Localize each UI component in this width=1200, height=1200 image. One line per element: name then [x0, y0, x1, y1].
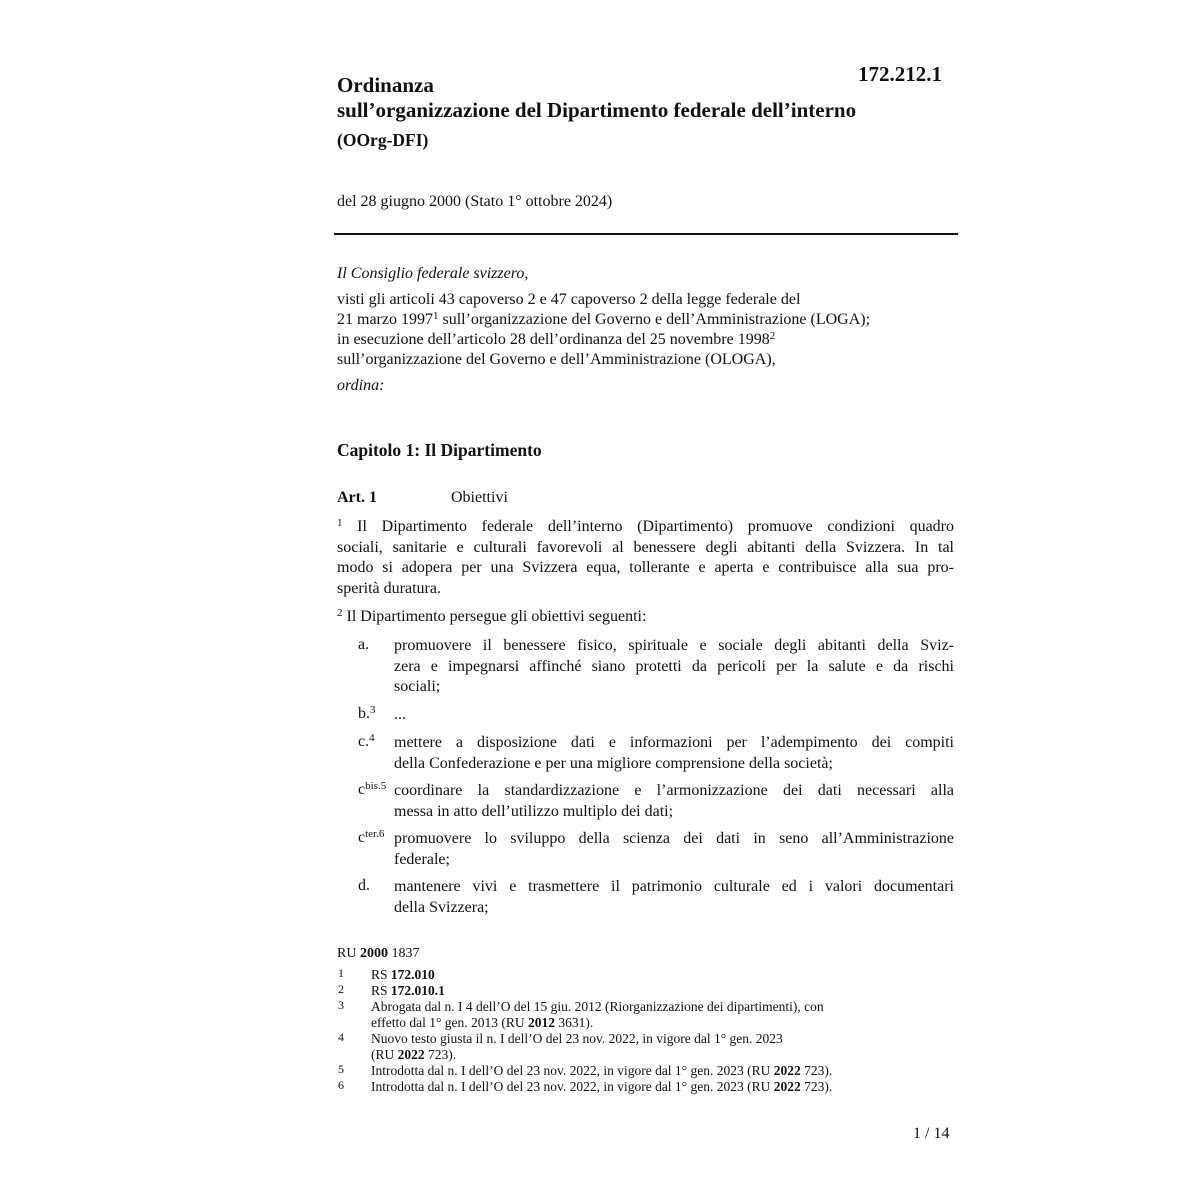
item-line: ...: [394, 706, 406, 723]
preamble-line-1: visti gli articoli 43 capoverso 2 e 47 capoverso 2 della legge federale del: [337, 291, 801, 308]
preamble-line-3: [337, 330, 775, 350]
item-line: federale;: [394, 850, 450, 868]
list-item-label-cbis: [358, 781, 386, 799]
footnote-text: Nuovo testo giusta il n. I dell’O del 23 nov. 2022, in vigore dal 1° gen. 2023: [371, 1031, 783, 1046]
footnote-text: 723).: [800, 1063, 833, 1078]
title-abbreviation: (OOrg-DFI): [337, 130, 429, 150]
list-item-cbis: [394, 781, 954, 822]
paragraph-1-text: Il Dipartimento federale dell’interno (Dipartimento) promuove condizioni quadro: [342, 518, 954, 535]
date-status-line: del 28 giugno 2000 (Stato 1° ottobre 2024): [337, 193, 613, 210]
list-item-b: [394, 705, 954, 726]
preamble-ordina: ordina:: [337, 377, 385, 394]
footnote-ref-2[interactable]: 2: [769, 330, 776, 342]
item-line: coordinare la standardizzazione e l’armonizzazione dei dati necessari alla: [394, 782, 954, 799]
footnote-ref-3[interactable]: 3: [370, 704, 376, 716]
list-item-a: [394, 636, 954, 698]
item-letter: c: [358, 781, 366, 798]
footnote-5: [371, 1063, 832, 1079]
page-number: 1 / 14: [913, 1125, 950, 1142]
list-item-label-c: [358, 733, 375, 751]
footnote-link[interactable]: 2022: [773, 1063, 801, 1078]
footnote-text: 723).: [424, 1046, 457, 1062]
item-letter: c: [358, 829, 366, 846]
footnote-2: [371, 983, 445, 999]
item-letter: b.: [358, 705, 370, 722]
footnote-text: [371, 1047, 783, 1063]
footnote-link[interactable]: 2012: [528, 1014, 555, 1030]
footnote-text: RS: [371, 983, 391, 998]
footnote-number: 5: [338, 1062, 344, 1076]
article-paragraph-1: [337, 517, 954, 599]
paragraph-number: 1: [337, 517, 343, 529]
item-line: promuovere lo sviluppo della scienza dei dati in seno all’Amministrazione: [394, 830, 954, 847]
item-line: mantenere vivi e trasmettere il patrimonio culturale ed i valori documentari: [394, 878, 954, 895]
ru-year: 2000: [359, 946, 388, 961]
list-item-c: [394, 733, 954, 774]
list-item-label-d: [358, 877, 370, 895]
preamble-ordinance-ref: in esecuzione dell’articolo 28 dell’ordinanza del 25 novembre 1998: [337, 331, 770, 348]
paragraph-2-line: [337, 607, 954, 628]
footnote-ref-5[interactable]: bis.5: [365, 780, 387, 792]
list-item-label-a: [358, 636, 369, 654]
footnote-text: Abrogata dal n. I 4 dell’O del 15 giu. 2012 (Riorganizzazione dei dipartimenti), con: [371, 999, 824, 1014]
paragraph-1-line: sperità duratura.: [337, 579, 441, 597]
item-line: della Confederazione e per una migliore comprensione della società;: [394, 754, 833, 772]
item-line: messa in atto dell’utilizzo multiplo dei dati;: [394, 802, 674, 820]
paragraph-number: 2: [337, 607, 343, 619]
preamble-line-4: sull’organizzazione del Governo e dell’Amministrazione (OLOGA),: [337, 351, 776, 368]
official-compilation-reference: [337, 946, 419, 962]
paragraph-1-line: modo si adopera per una Svizzera equa, tollerante e aperta e contribuisce alla sua pro-: [337, 559, 954, 576]
item-line: della Svizzera;: [394, 898, 489, 916]
chapter-heading: Capitolo 1: Il Dipartimento: [337, 440, 542, 460]
preamble-authority: Il Consiglio federale svizzero,: [337, 265, 529, 282]
paragraph-1-line: [337, 517, 954, 538]
preamble-line-2: [337, 310, 870, 330]
item-line: sociali;: [394, 678, 441, 695]
item-line: promuovere il benessere fisico, spirituale e sociale degli abitanti della Sviz-: [394, 637, 954, 654]
footnote-number: 6: [338, 1078, 344, 1092]
item-line: mettere a disposizione dati e informazioni per l’adempimento dei compiti: [394, 734, 954, 751]
item-line: zera e impegnarsi affinché siano protetti da pericoli per la salute e da rischi: [394, 657, 954, 675]
header-divider: [334, 233, 958, 235]
title-line-1: Ordinanza: [337, 73, 434, 97]
article-paragraph-2: [337, 607, 954, 628]
ru-page: 1837: [387, 946, 420, 961]
document-number: 172.212.1: [858, 62, 942, 86]
list-item-cter: [394, 829, 954, 870]
list-item-label-cter: [358, 829, 384, 847]
footnote-1: [371, 967, 435, 983]
footnote-text: effetto dal 1° gen. 2013 (RU: [371, 1014, 528, 1030]
footnote-ref-4[interactable]: 4: [369, 732, 375, 744]
footnote-link[interactable]: 2022: [773, 1079, 801, 1094]
footnote-text: 723).: [800, 1079, 833, 1094]
ru-prefix: RU: [337, 946, 360, 961]
footnote-number: 1: [338, 966, 344, 980]
article-title: Obiettivi: [451, 489, 508, 506]
preamble-law-name: sull’organizzazione del Governo e dell’Amministrazione (LOGA);: [438, 311, 871, 328]
footnote-3: [371, 999, 824, 1030]
footnote-number: 2: [338, 982, 344, 996]
paragraph-1-line: sociali, sanitarie e culturali favorevoli al benessere degli abitanti della Svizzera. In tal: [337, 538, 954, 556]
footnote-link[interactable]: 172.010.1: [390, 983, 445, 998]
footnote-text: Introdotta dal n. I dell’O del 23 nov. 2022, in vigore dal 1° gen. 2023 (RU: [371, 1063, 774, 1078]
footnote-text: [371, 1015, 824, 1031]
footnote-6: [371, 1079, 832, 1095]
footnote-text: (RU: [371, 1046, 398, 1062]
footnote-text: Introdotta dal n. I dell’O del 23 nov. 2022, in vigore dal 1° gen. 2023 (RU: [371, 1079, 774, 1094]
footnote-ref-1[interactable]: 1: [432, 310, 439, 322]
item-letter: a.: [358, 636, 370, 653]
preamble-law-date: 21 marzo 1997: [337, 311, 433, 328]
footnote-text: 3631).: [555, 1014, 594, 1030]
article-number: Art. 1: [337, 489, 377, 506]
item-letter: d.: [358, 877, 370, 894]
footnote-4: [371, 1031, 783, 1062]
footnote-link[interactable]: 172.010: [390, 967, 435, 982]
list-item-d: [394, 877, 954, 918]
paragraph-2-text: Il Dipartimento persegue gli obiettivi seguenti:: [342, 608, 647, 625]
footnote-ref-6[interactable]: ter.6: [365, 828, 385, 840]
footnote-link[interactable]: 2022: [397, 1046, 425, 1062]
footnote-number: 4: [338, 1030, 344, 1044]
title-line-2: sull’organizzazione del Dipartimento federale dell’interno: [337, 98, 857, 122]
footnote-text: RS: [371, 967, 391, 982]
footnote-number: 3: [338, 998, 344, 1012]
item-letter: c.: [358, 733, 370, 750]
list-item-label-b: [358, 705, 376, 723]
